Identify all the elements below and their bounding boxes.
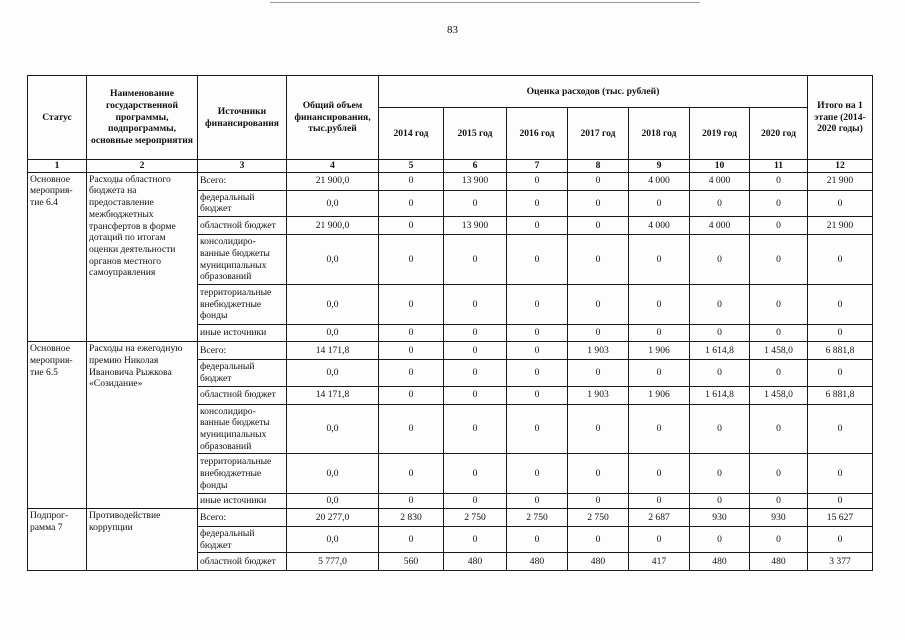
total-cell: 0,0 [287,190,379,216]
year-value-cell: 0 [568,235,629,285]
header-sources: Источники финансирования [198,76,287,160]
year-value-cell: 0 [507,360,568,386]
column-number: 5 [379,160,444,173]
year-value-cell: 0 [507,527,568,553]
year-value-cell: 0 [690,325,750,342]
year-value-cell: 0 [568,454,629,494]
header-estimate: Оценка расходов (тыс. рублей) [379,76,808,108]
year-value-cell: 0 [750,360,808,386]
year-value-cell: 0 [568,494,629,509]
column-number-row [28,160,873,173]
program-name-cell: Расходы областного бюджета на предоставление межбюджетных трансфертов в форме дотаций по итогам оценки деятельности органов местного самоуправления [87,172,198,341]
year-value-cell: 0 [629,360,690,386]
total-cell: 20 277,0 [287,509,379,527]
year-value-cell: 0 [379,235,444,285]
year-value-cell: 0 [568,172,629,190]
year-value-cell: 0 [629,325,690,342]
year-value-cell: 0 [444,325,507,342]
year-value-cell: 0 [750,235,808,285]
header-year: 2019 год [690,108,750,160]
year-value-cell: 0 [750,527,808,553]
total-cell: 0,0 [287,235,379,285]
itogo-cell: 0 [808,360,873,386]
year-value-cell: 0 [568,217,629,235]
total-cell: 21 900,0 [287,217,379,235]
year-value-cell: 0 [750,494,808,509]
year-value-cell: 0 [750,285,808,325]
year-value-cell: 4 000 [690,217,750,235]
column-number: 1 [28,160,87,173]
year-value-cell: 0 [379,494,444,509]
year-value-cell: 0 [690,235,750,285]
year-value-cell: 0 [444,386,507,404]
year-value-cell: 0 [690,190,750,216]
year-value-cell: 2 750 [507,509,568,527]
year-value-cell: 4 000 [629,217,690,235]
year-value-cell: 0 [507,386,568,404]
status-cell: Основное мероприя-тие 6.5 [28,342,87,509]
itogo-cell: 6 881,8 [808,342,873,360]
year-value-cell: 480 [750,553,808,571]
column-number: 3 [198,160,287,173]
header-total: Общий объем финансирования, тыс.рублей [287,76,379,160]
header-year: 2020 год [750,108,808,160]
year-value-cell: 0 [507,172,568,190]
year-value-cell: 0 [507,235,568,285]
total-cell: 0,0 [287,325,379,342]
total-cell: 21 900,0 [287,172,379,190]
year-value-cell: 0 [379,325,444,342]
source-cell: Всего: [198,509,287,527]
source-cell: иные источники [198,325,287,342]
year-value-cell: 0 [568,190,629,216]
year-value-cell: 0 [750,190,808,216]
year-value-cell: 0 [379,454,444,494]
status-cell: Основное мероприя-тие 6.4 [28,172,87,341]
column-number: 11 [750,160,808,173]
year-value-cell: 4 000 [690,172,750,190]
itogo-cell: 0 [808,454,873,494]
year-value-cell: 0 [690,404,750,454]
year-value-cell: 0 [750,172,808,190]
itogo-cell: 15 627 [808,509,873,527]
year-value-cell: 0 [750,325,808,342]
source-cell: консолидиро-ванные бюджеты муниципальных образований [198,404,287,454]
year-value-cell: 480 [444,553,507,571]
year-value-cell: 1 903 [568,342,629,360]
year-value-cell: 0 [629,404,690,454]
year-value-cell: 480 [507,553,568,571]
header-name: Наименование государственной программы, подпрограммы, основные мероприятия [87,76,198,160]
year-value-cell: 2 687 [629,509,690,527]
year-value-cell: 930 [690,509,750,527]
year-value-cell: 0 [750,404,808,454]
total-cell: 14 171,8 [287,386,379,404]
year-value-cell: 1 458,0 [750,386,808,404]
source-cell: территориальные внебюджетные фонды [198,285,287,325]
year-value-cell: 0 [507,494,568,509]
itogo-cell: 6 881,8 [808,386,873,404]
source-cell: иные источники [198,494,287,509]
scan-top-line [270,2,700,3]
total-cell: 0,0 [287,404,379,454]
year-value-cell: 0 [507,342,568,360]
year-value-cell: 0 [379,404,444,454]
year-value-cell: 417 [629,553,690,571]
table-row [28,509,873,527]
source-cell: федеральный бюджет [198,360,287,386]
year-value-cell: 0 [629,454,690,494]
year-value-cell: 2 750 [444,509,507,527]
year-value-cell: 0 [507,190,568,216]
year-value-cell: 13 900 [444,172,507,190]
year-value-cell: 0 [444,285,507,325]
source-cell: областной бюджет [198,553,287,571]
year-value-cell: 2 750 [568,509,629,527]
year-value-cell: 0 [750,454,808,494]
table-body [28,172,873,571]
year-value-cell: 0 [379,360,444,386]
column-number: 9 [629,160,690,173]
year-value-cell: 2 830 [379,509,444,527]
total-cell: 0,0 [287,454,379,494]
itogo-cell: 0 [808,494,873,509]
year-value-cell: 480 [568,553,629,571]
year-value-cell: 930 [750,509,808,527]
program-name-cell: Противодействие коррупции [87,509,198,571]
program-name-cell: Расходы на ежегодную премию Николая Ивановича Рыжкова «Созидание» [87,342,198,509]
source-cell: федеральный бюджет [198,527,287,553]
year-value-cell: 0 [444,342,507,360]
status-cell: Подпрог-рамма 7 [28,509,87,571]
year-value-cell: 0 [444,454,507,494]
column-number: 12 [808,160,873,173]
year-value-cell: 0 [379,386,444,404]
year-value-cell: 0 [629,494,690,509]
year-value-cell: 0 [507,217,568,235]
year-value-cell: 1 906 [629,342,690,360]
year-value-cell: 0 [690,494,750,509]
header-year: 2016 год [507,108,568,160]
year-value-cell: 0 [444,190,507,216]
year-value-cell: 0 [379,217,444,235]
year-value-cell: 0 [379,172,444,190]
year-value-cell: 1 903 [568,386,629,404]
table-row [28,342,873,360]
year-value-cell: 0 [379,190,444,216]
source-cell: областной бюджет [198,386,287,404]
year-value-cell: 0 [444,360,507,386]
source-cell: федеральный бюджет [198,190,287,216]
year-value-cell: 0 [629,527,690,553]
year-value-cell: 1 458,0 [750,342,808,360]
itogo-cell: 3 377 [808,553,873,571]
itogo-cell: 0 [808,527,873,553]
itogo-cell: 0 [808,235,873,285]
column-number: 10 [690,160,750,173]
header-year: 2018 год [629,108,690,160]
header-status: Статус [28,76,87,160]
itogo-cell: 21 900 [808,217,873,235]
header-year: 2015 год [444,108,507,160]
source-cell: областной бюджет [198,217,287,235]
budget-table-container [27,75,873,571]
itogo-cell: 0 [808,190,873,216]
year-value-cell: 13 900 [444,217,507,235]
total-cell: 0,0 [287,527,379,553]
source-cell: Всего: [198,172,287,190]
total-cell: 0,0 [287,285,379,325]
year-value-cell: 0 [379,527,444,553]
year-value-cell: 0 [568,404,629,454]
column-number: 6 [444,160,507,173]
year-value-cell: 4 000 [629,172,690,190]
year-value-cell: 0 [690,360,750,386]
year-value-cell: 0 [629,285,690,325]
page-number: 83 [447,24,458,36]
year-value-cell: 560 [379,553,444,571]
year-value-cell: 0 [690,527,750,553]
year-value-cell: 0 [444,235,507,285]
year-value-cell: 0 [379,285,444,325]
itogo-cell: 0 [808,325,873,342]
year-value-cell: 0 [690,285,750,325]
source-cell: территориальные внебюджетные фонды [198,454,287,494]
column-number: 4 [287,160,379,173]
source-cell: Всего: [198,342,287,360]
year-value-cell: 480 [690,553,750,571]
year-value-cell: 0 [507,454,568,494]
year-value-cell: 0 [444,527,507,553]
column-number: 2 [87,160,198,173]
year-value-cell: 0 [568,285,629,325]
year-value-cell: 0 [444,494,507,509]
total-cell: 14 171,8 [287,342,379,360]
total-cell: 5 777,0 [287,553,379,571]
year-value-cell: 0 [507,325,568,342]
year-value-cell: 1 906 [629,386,690,404]
table-row [28,172,873,190]
year-value-cell: 0 [750,217,808,235]
year-value-cell: 1 614,8 [690,386,750,404]
year-value-cell: 0 [444,404,507,454]
budget-table [27,75,873,571]
year-value-cell: 0 [629,190,690,216]
column-number: 8 [568,160,629,173]
itogo-cell: 21 900 [808,172,873,190]
total-cell: 0,0 [287,494,379,509]
header-year: 2014 год [379,108,444,160]
year-value-cell: 0 [568,360,629,386]
year-value-cell: 0 [379,342,444,360]
column-number: 7 [507,160,568,173]
year-value-cell: 0 [507,285,568,325]
year-value-cell: 0 [629,235,690,285]
itogo-cell: 0 [808,404,873,454]
source-cell: консолидиро-ванные бюджеты муниципальных образований [198,235,287,285]
year-value-cell: 0 [507,404,568,454]
total-cell: 0,0 [287,360,379,386]
header-year: 2017 год [568,108,629,160]
header-itogo: Итого на 1 этапе (2014-2020 годы) [808,76,873,160]
year-value-cell: 0 [690,454,750,494]
year-value-cell: 0 [568,325,629,342]
year-value-cell: 1 614,8 [690,342,750,360]
itogo-cell: 0 [808,285,873,325]
year-value-cell: 0 [568,527,629,553]
